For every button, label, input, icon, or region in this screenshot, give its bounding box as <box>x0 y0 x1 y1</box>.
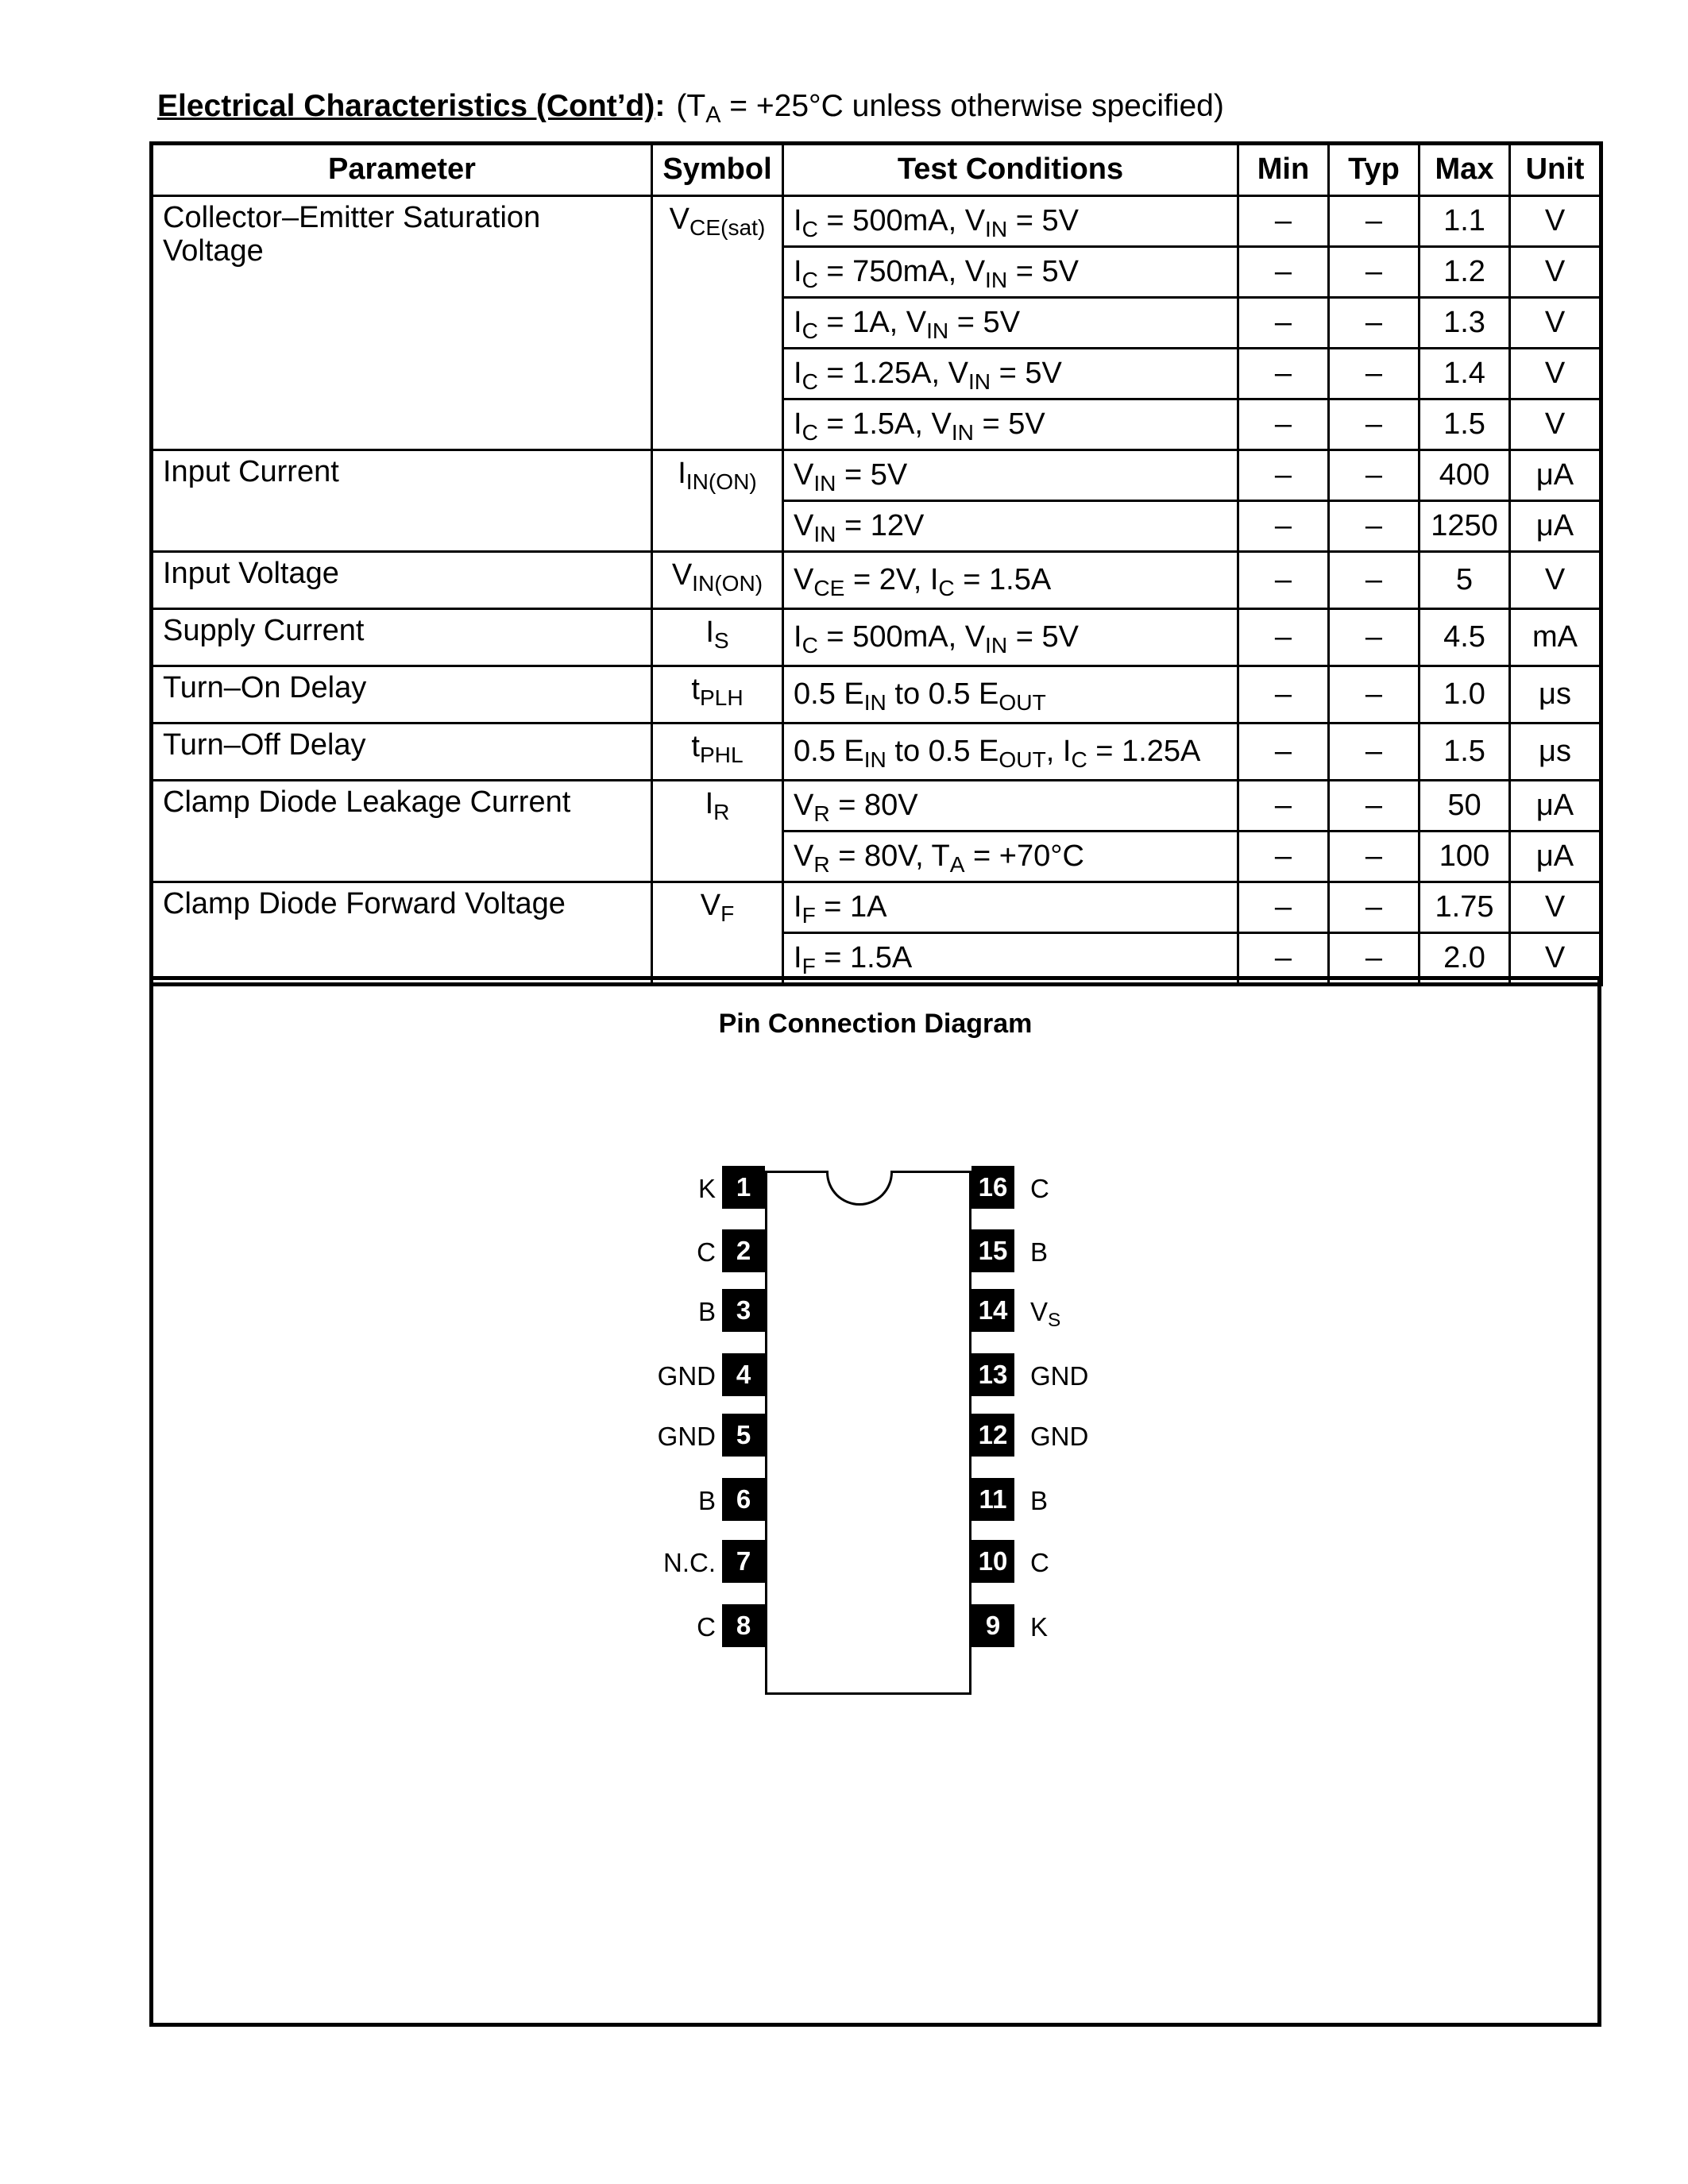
test-condition-cell: $I_C = 1.5A$, $V_{IN} = 5V$ <box>783 399 1238 450</box>
pin-7-label: N.C. <box>663 1548 716 1577</box>
test-condition-cell: $I_C = 500mA$, $V_{IN} = 5V$ <box>783 609 1238 666</box>
typ-cell: – <box>1329 832 1420 882</box>
min-cell: – <box>1238 882 1329 933</box>
test-condition-cell: 0.5 $E_{IN}$ to 0.5 $E_{OUT}$, $I_C = 1.25A$ <box>783 723 1238 781</box>
pin-5-label: GND <box>657 1422 716 1451</box>
pin-9-number: 9 <box>971 1604 1014 1647</box>
heading-colon: : <box>655 89 666 123</box>
heading-title: Electrical Characteristics (Cont’d) <box>157 89 655 123</box>
test-condition-cell: $V_R = 80V$, $T_A = +70^\circ C$ <box>783 832 1238 882</box>
parameter-cell: Supply Current <box>152 609 652 666</box>
pin-14-label: $V_S$ <box>1030 1297 1061 1331</box>
symbol-cell: $V_F$ <box>652 882 783 985</box>
test-condition-cell: $V_R = 80V$ <box>783 781 1238 832</box>
max-cell: 5 <box>1420 552 1510 609</box>
section-heading <box>157 89 1224 129</box>
min-cell: – <box>1238 781 1329 832</box>
min-cell: – <box>1238 450 1329 501</box>
ic-package-body <box>765 1171 971 1695</box>
parameter-cell: Turn–On Delay <box>152 666 652 723</box>
max-cell: 1.5 <box>1420 723 1510 781</box>
pin-8-number: 8 <box>722 1604 765 1647</box>
unit-cell: μA <box>1510 781 1601 832</box>
heading-condition <box>676 89 1224 129</box>
table-row <box>152 450 1601 501</box>
pin-4-label: GND <box>657 1361 716 1391</box>
min-cell: – <box>1238 196 1329 247</box>
parameter-cell: Input Voltage <box>152 552 652 609</box>
max-cell: 1.5 <box>1420 399 1510 450</box>
test-condition-cell: $V_{IN} = 5V$ <box>783 450 1238 501</box>
pin-1-label: K <box>697 1174 716 1203</box>
unit-cell: μA <box>1510 501 1601 552</box>
pin-15-number: 15 <box>971 1229 1014 1272</box>
min-cell: – <box>1238 501 1329 552</box>
heading-cond-rest: = +25°C unless otherwise specified) <box>720 89 1224 123</box>
typ-cell: – <box>1329 666 1420 723</box>
pin-1-number: 1 <box>722 1166 765 1209</box>
pin-16-label: C <box>1030 1174 1049 1203</box>
pin-13-label: GND <box>1030 1361 1089 1391</box>
header-unit: Unit <box>1510 144 1601 196</box>
test-condition-cell: $I_C = 1.25A$, $V_{IN} = 5V$ <box>783 349 1238 399</box>
pin-9-label: K <box>1030 1612 1049 1642</box>
min-cell: – <box>1238 933 1329 985</box>
max-cell: 4.5 <box>1420 609 1510 666</box>
typ-cell: – <box>1329 399 1420 450</box>
min-cell: – <box>1238 666 1329 723</box>
max-cell: 1.2 <box>1420 247 1510 298</box>
heading-cond-prefix: (T <box>676 89 706 123</box>
header-symbol: Symbol <box>652 144 783 196</box>
max-cell: 1250 <box>1420 501 1510 552</box>
table-row <box>152 666 1601 723</box>
pin-10-label: C <box>1030 1548 1049 1577</box>
min-cell: – <box>1238 723 1329 781</box>
unit-cell: μA <box>1510 450 1601 501</box>
header-typ: Typ <box>1329 144 1420 196</box>
typ-cell: – <box>1329 781 1420 832</box>
max-cell: 1.3 <box>1420 298 1510 349</box>
table-row <box>152 781 1601 832</box>
min-cell: – <box>1238 609 1329 666</box>
header-min: Min <box>1238 144 1329 196</box>
parameter-cell: Input Current <box>152 450 652 552</box>
table-body <box>152 196 1601 985</box>
typ-cell: – <box>1329 298 1420 349</box>
pin-11-label: B <box>1030 1486 1049 1515</box>
parameter-cell: Turn–Off Delay <box>152 723 652 781</box>
pin-15-label: B <box>1030 1237 1049 1267</box>
pin-8-label: C <box>697 1612 716 1642</box>
pin-16-number: 16 <box>971 1166 1014 1209</box>
parameter-cell: Collector–Emitter Saturation Voltage <box>152 196 652 450</box>
typ-cell: – <box>1329 349 1420 399</box>
pin-connection-panel <box>149 976 1601 2027</box>
parameter-cell: Clamp Diode Forward Voltage <box>152 882 652 985</box>
test-condition-cell: $V_{CE} = 2V$, $I_C = 1.5A$ <box>783 552 1238 609</box>
pin-3-number: 3 <box>722 1289 765 1332</box>
typ-cell: – <box>1329 933 1420 985</box>
pin-3-label: B <box>697 1297 716 1326</box>
min-cell: – <box>1238 247 1329 298</box>
pin-4-number: 4 <box>722 1353 765 1396</box>
header-max: Max <box>1420 144 1510 196</box>
max-cell: 1.75 <box>1420 882 1510 933</box>
unit-cell: V <box>1510 882 1601 933</box>
pin-14-number: 14 <box>971 1289 1014 1332</box>
pin-7-number: 7 <box>722 1540 765 1583</box>
table-row <box>152 882 1601 933</box>
table-row <box>152 723 1601 781</box>
header-test-conditions: Test Conditions <box>783 144 1238 196</box>
pin-13-number: 13 <box>971 1353 1014 1396</box>
typ-cell: – <box>1329 196 1420 247</box>
unit-cell: V <box>1510 933 1601 985</box>
max-cell: 2.0 <box>1420 933 1510 985</box>
pin-2-number: 2 <box>722 1229 765 1272</box>
pin-10-number: 10 <box>971 1540 1014 1583</box>
symbol-cell: $I_R$ <box>652 781 783 882</box>
table-row <box>152 552 1601 609</box>
test-condition-cell: $V_{IN} = 12V$ <box>783 501 1238 552</box>
unit-cell: mA <box>1510 609 1601 666</box>
pin-6-number: 6 <box>722 1478 765 1521</box>
unit-cell: V <box>1510 552 1601 609</box>
typ-cell: – <box>1329 501 1420 552</box>
pin-12-number: 12 <box>971 1414 1014 1457</box>
unit-cell: V <box>1510 247 1601 298</box>
min-cell: – <box>1238 552 1329 609</box>
max-cell: 1.4 <box>1420 349 1510 399</box>
min-cell: – <box>1238 832 1329 882</box>
notch-edge <box>829 1169 890 1174</box>
pin-12-label: GND <box>1030 1422 1089 1451</box>
max-cell: 100 <box>1420 832 1510 882</box>
max-cell: 400 <box>1420 450 1510 501</box>
unit-cell: μA <box>1510 832 1601 882</box>
unit-cell: μs <box>1510 723 1601 781</box>
unit-cell: μs <box>1510 666 1601 723</box>
electrical-characteristics-table <box>149 141 1603 986</box>
symbol-cell: $I_S$ <box>652 609 783 666</box>
pin-5-number: 5 <box>722 1414 765 1457</box>
symbol-cell: $V_{CE(sat)}$ <box>652 196 783 450</box>
typ-cell: – <box>1329 882 1420 933</box>
test-condition-cell: 0.5 $E_{IN}$ to 0.5 $E_{OUT}$ <box>783 666 1238 723</box>
symbol-cell: $t_{PHL}$ <box>652 723 783 781</box>
test-condition-cell: $I_F = 1A$ <box>783 882 1238 933</box>
test-condition-cell: $I_F = 1.5A$ <box>783 933 1238 985</box>
typ-cell: – <box>1329 450 1420 501</box>
table-header-row <box>152 144 1601 196</box>
table-row <box>152 609 1601 666</box>
pin-6-label: B <box>697 1486 716 1515</box>
test-condition-cell: $I_C = 750mA$, $V_{IN} = 5V$ <box>783 247 1238 298</box>
header-parameter: Parameter <box>152 144 652 196</box>
max-cell: 1.1 <box>1420 196 1510 247</box>
unit-cell: V <box>1510 349 1601 399</box>
min-cell: – <box>1238 298 1329 349</box>
unit-cell: V <box>1510 399 1601 450</box>
test-condition-cell: $I_C = 1A$, $V_{IN} = 5V$ <box>783 298 1238 349</box>
parameter-cell: Clamp Diode Leakage Current <box>152 781 652 882</box>
pin-diagram-title: Pin Connection Diagram <box>718 1009 1033 1039</box>
test-condition-cell: $I_C = 500mA$, $V_{IN} = 5V$ <box>783 196 1238 247</box>
symbol-cell: $I_{IN(ON)}$ <box>652 450 783 552</box>
min-cell: – <box>1238 399 1329 450</box>
heading-cond-sub: A <box>705 102 721 129</box>
max-cell: 1.0 <box>1420 666 1510 723</box>
typ-cell: – <box>1329 609 1420 666</box>
symbol-cell: $V_{IN(ON)}$ <box>652 552 783 609</box>
min-cell: – <box>1238 349 1329 399</box>
typ-cell: – <box>1329 552 1420 609</box>
max-cell: 50 <box>1420 781 1510 832</box>
typ-cell: – <box>1329 247 1420 298</box>
symbol-cell: $t_{PLH}$ <box>652 666 783 723</box>
typ-cell: – <box>1329 723 1420 781</box>
pin-11-number: 11 <box>971 1478 1014 1521</box>
pin-2-label: C <box>697 1237 716 1267</box>
unit-cell: V <box>1510 298 1601 349</box>
unit-cell: V <box>1510 196 1601 247</box>
table-row <box>152 196 1601 247</box>
